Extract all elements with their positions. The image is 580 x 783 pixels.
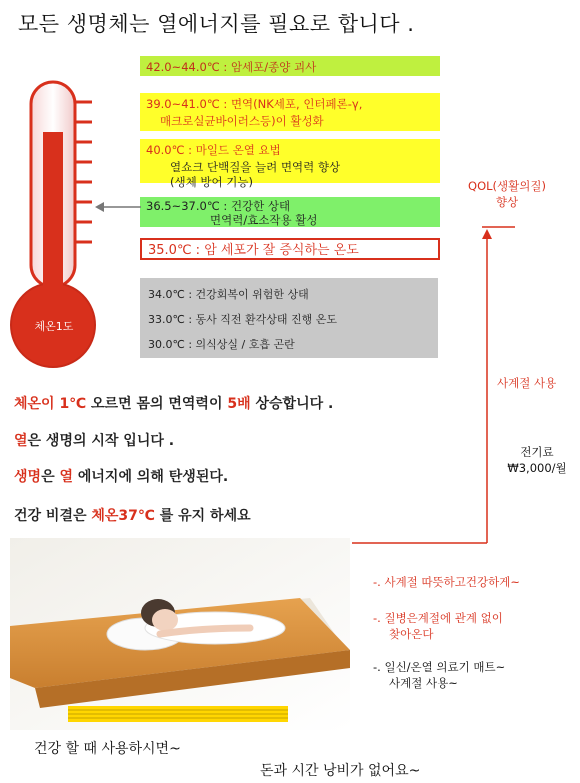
level-42-text: 42.0~44.0℃ : 암세포/종양 괴사 <box>146 60 317 74</box>
claim-immunity <box>14 393 333 413</box>
footer-line1: 건강 할 때 사용하시면~ <box>34 741 181 757</box>
level-40-box <box>140 139 440 189</box>
claim-life-born-d: 에너지에 의해 탄생된다. <box>73 469 229 485</box>
claim-immunity-a: 체온이 1℃ <box>14 396 87 412</box>
heated-mat-photo <box>10 538 350 730</box>
electricity-line1: 전기료 <box>520 445 554 459</box>
level-39-line1: 39.0~41.0℃ : 면역(NK세포, 인터페론-γ, <box>146 97 363 111</box>
claim-life-born-b: 은 <box>41 469 60 485</box>
level-365-line1: 36.5~37.0℃ : 건강한 상태 <box>146 199 291 213</box>
bullet-disease-line2: 찾아온다 <box>389 627 434 641</box>
claim-health-secret <box>14 505 251 525</box>
level-39-box <box>140 93 440 131</box>
level-34-text: 34.0℃ : 건강회복이 위험한 상태 <box>148 288 309 301</box>
level-30-text: 30.0℃ : 의식상실 / 호흡 곤란 <box>148 338 295 351</box>
claim-immunity-c: 5배 <box>227 396 251 412</box>
claim-immunity-d: 상승합니다 . <box>250 396 334 412</box>
level-365-line2: 면역력/효소작용 활성 <box>210 212 318 227</box>
level-35-text: 35.0℃ : 암 세포가 잘 증식하는 온도 <box>148 243 359 258</box>
level-40-line2: 열쇼크 단백질을 늘려 면역력 향상 <box>170 160 341 174</box>
footer-line2: 돈과 시간 낭비가 없어요~ <box>260 763 421 779</box>
bullet-mat-line1: -. 일신/온열 의료기 매트~ <box>373 660 506 674</box>
claim-life-born-a: 생명 <box>14 469 42 485</box>
claim-health-secret-a: 건강 비결은 <box>14 508 92 524</box>
qol-line1: QOL(생활의질) <box>468 179 546 193</box>
level-40-line3: (생체 방어 기능) <box>170 175 253 189</box>
claim-health-secret-b: 체온37℃ <box>91 508 155 524</box>
level-365-box <box>140 197 440 227</box>
level-40-line1: 40.0℃ : 마일드 온열 요법 <box>146 143 281 157</box>
pointer-arrow-icon <box>95 195 143 219</box>
bullet-disease <box>373 610 503 642</box>
level-42-box <box>140 56 440 76</box>
claim-heat-life-a: 열 <box>14 433 28 449</box>
claim-health-secret-c: 를 유지 하세요 <box>154 508 251 524</box>
bullet-disease-line1: -. 질병은계절에 관계 없이 <box>373 611 503 625</box>
level-33-text: 33.0℃ : 동사 직전 환각상태 진행 온도 <box>148 313 338 326</box>
level-39-line2: 매크로실균바이러스등)이 활성화 <box>160 114 324 128</box>
page-headline: 모든 생명체는 열에너지를 필요로 합니다 . <box>18 12 415 36</box>
thermometer-label: 체온1도 <box>34 320 74 333</box>
electricity-cost <box>502 444 572 476</box>
electricity-line2: ₩3,000/월 <box>507 461 567 475</box>
claim-life-born-c: 열 <box>59 469 73 485</box>
qol-label <box>462 178 552 210</box>
claim-heat-life <box>14 430 174 450</box>
bullet-warm: -. 사계절 따뜻하고건강하게~ <box>373 575 520 589</box>
bullet-mat-line2: 사계절 사용~ <box>389 676 458 690</box>
claim-immunity-b: 오르면 몸의 면역력이 <box>86 396 228 412</box>
four-seasons-label: 사계절 사용 <box>497 376 557 390</box>
qol-line2: 향상 <box>495 195 519 209</box>
claim-heat-life-b: 은 생명의 시작 입니다 . <box>27 433 175 449</box>
qol-arrow-icon <box>350 225 520 550</box>
claim-life-born <box>14 466 228 486</box>
bullet-mat <box>373 659 505 691</box>
